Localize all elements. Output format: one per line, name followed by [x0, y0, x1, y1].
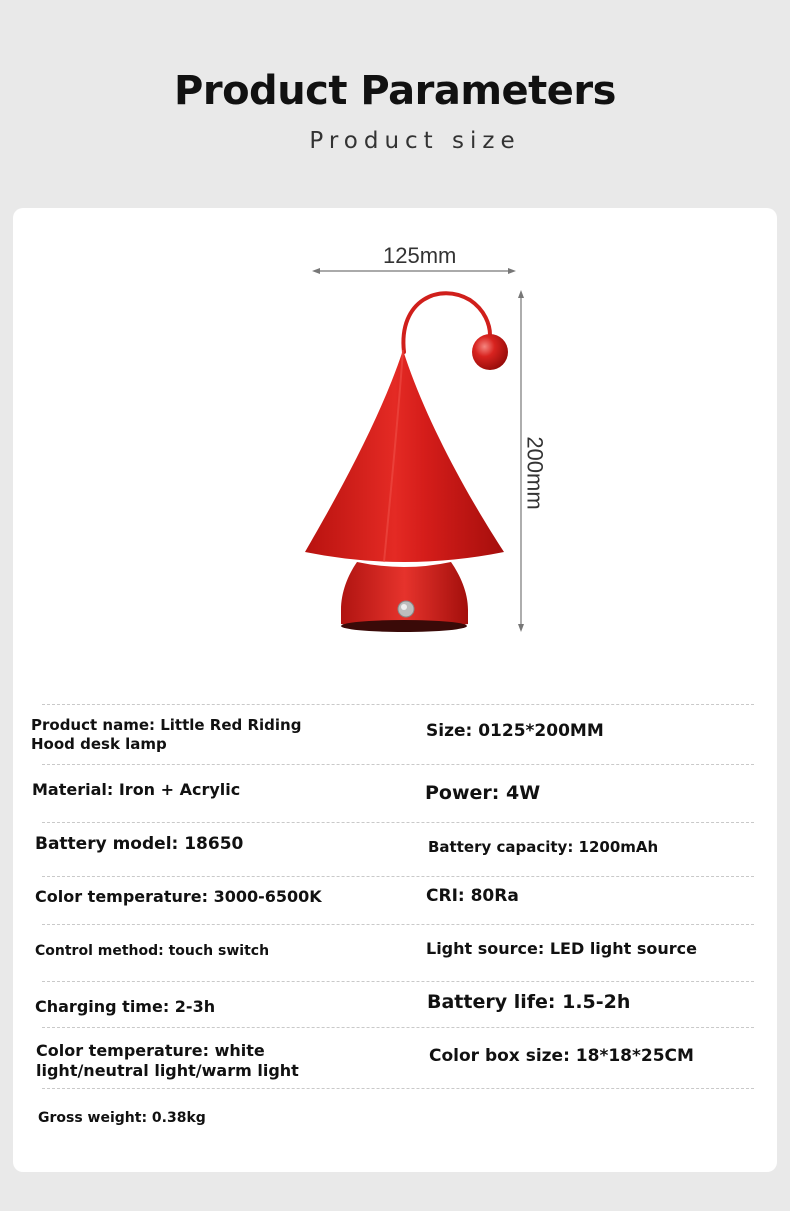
param-color-box-size: Color box size: 18*18*25CM: [429, 1046, 694, 1066]
height-dimension-label: 200mm: [522, 436, 548, 510]
row-divider: [42, 764, 754, 765]
param-color-temperature-modes: Color temperature: white light/neutral light/warm light: [36, 1041, 299, 1080]
width-dimension-label: 125mm: [383, 243, 457, 268]
param-size: Size: 0125*200MM: [426, 721, 604, 741]
param-color-temperature-range: Color temperature: 3000-6500K: [35, 887, 322, 906]
param-charging-time: Charging time: 2-3h: [35, 997, 216, 1016]
param-battery-model: Battery model: 18650: [35, 834, 244, 854]
param-battery-life: Battery life: 1.5-2h: [427, 991, 631, 1013]
row-divider: [42, 1088, 754, 1089]
height-arrow: [518, 290, 524, 632]
row-divider: [42, 924, 754, 925]
page-title: Product Parameters: [174, 68, 616, 114]
page-subtitle: Product size: [309, 128, 521, 154]
param-control-method: Control method: touch switch: [35, 943, 270, 959]
param-cri: CRI: 80Ra: [426, 886, 519, 906]
row-divider: [42, 981, 754, 982]
row-divider: [42, 822, 754, 823]
row-divider: [42, 704, 754, 705]
param-power: Power: 4W: [425, 782, 541, 804]
param-battery-capacity: Battery capacity: 1200mAh: [428, 838, 659, 856]
param-material: Material: Iron + Acrylic: [32, 780, 241, 799]
param-light-source: Light source: LED light source: [426, 939, 697, 958]
param-product-name: Product name: Little Red Riding Hood desk lamp: [31, 716, 302, 753]
row-divider: [42, 876, 754, 877]
width-arrow: [312, 268, 516, 274]
param-gross-weight: Gross weight: 0.38kg: [38, 1110, 206, 1126]
row-divider: [42, 1027, 754, 1028]
